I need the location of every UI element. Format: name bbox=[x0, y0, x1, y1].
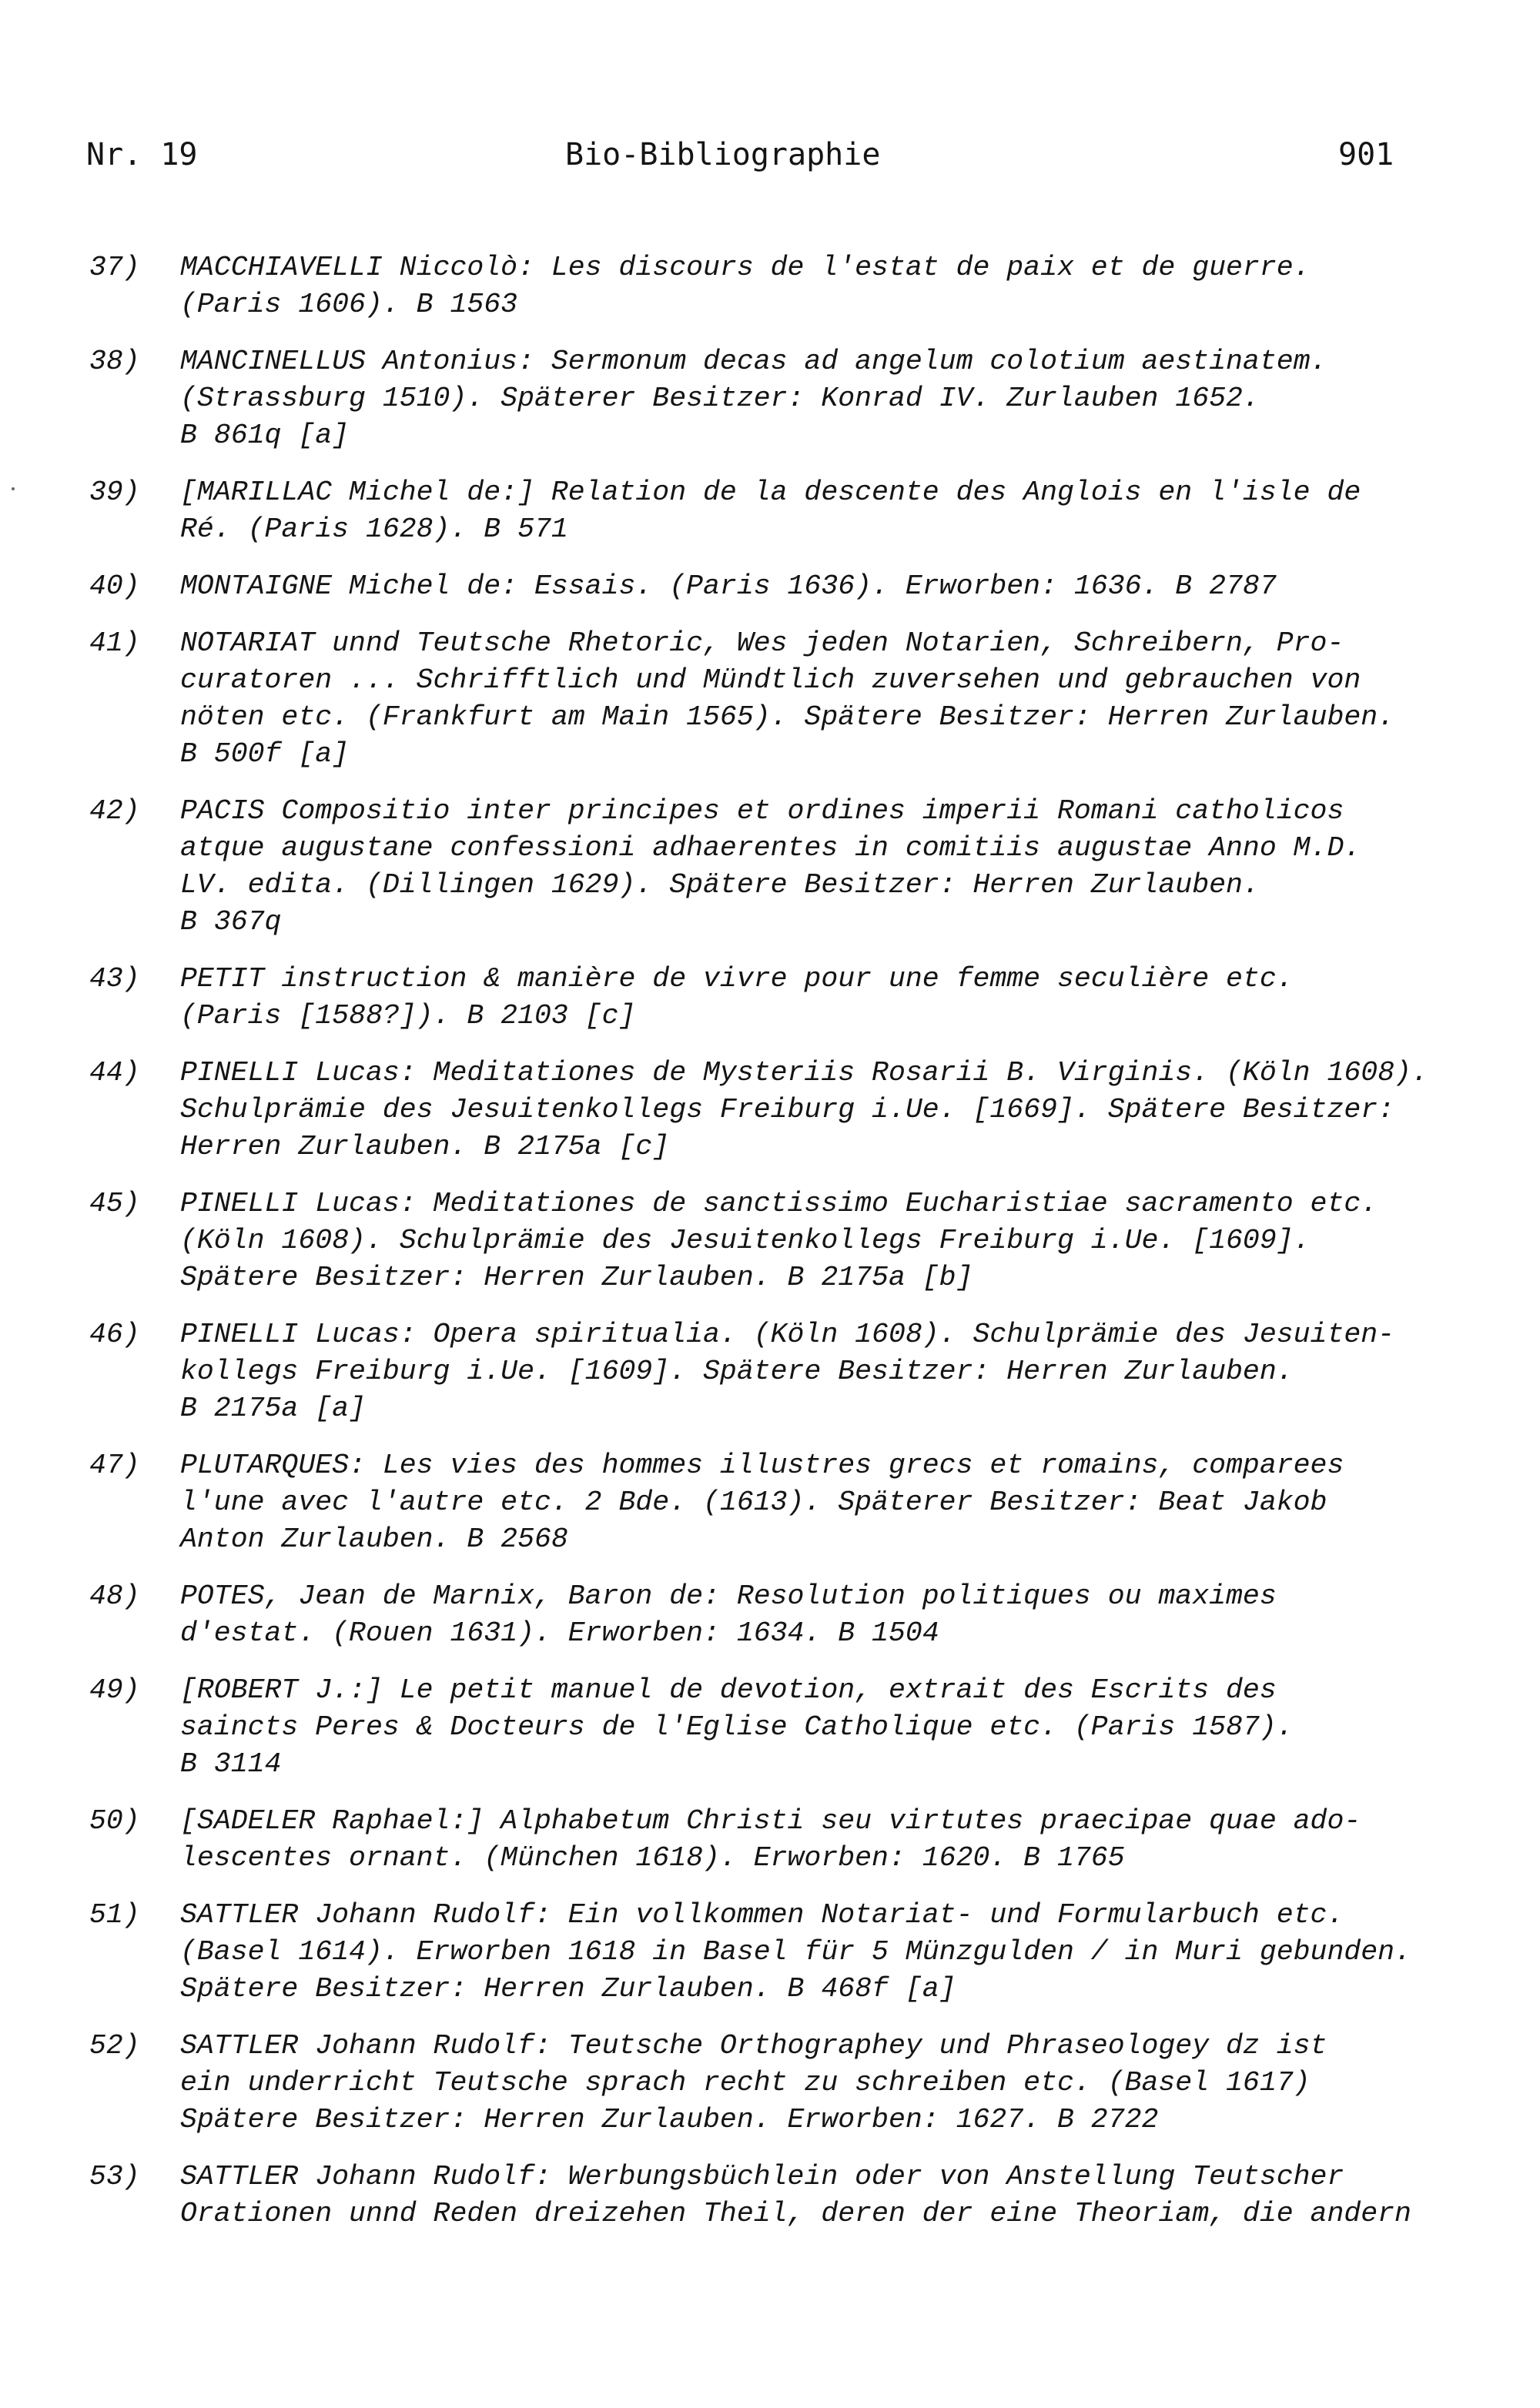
entry-text bbox=[180, 568, 1463, 605]
entry-line: l'une avec l'autre etc. 2 Bde. (1613). Späterer Besitzer: Beat Jakob bbox=[180, 1487, 1327, 1518]
entry-text bbox=[180, 625, 1463, 773]
page-header bbox=[0, 135, 1540, 174]
entry-line: (Basel 1614). Erworben 1618 in Basel für 5 Münzgulden / in Muri gebunden. bbox=[180, 1936, 1411, 1968]
entry-text bbox=[180, 249, 1463, 323]
bibliography-entry bbox=[0, 1447, 1540, 1558]
entry-line: [SADELER Raphael:] Alphabetum Christi seu virtutes praecipae quae ado- bbox=[180, 1805, 1361, 1837]
entry-line: lescentes ornant. (München 1618). Erworben: 1620. B 1765 bbox=[180, 1842, 1125, 1874]
entry-number: 52) bbox=[89, 2030, 140, 2062]
entry-line: Orationen unnd Reden dreizehen Theil, deren der eine Theoriam, die andern bbox=[180, 2198, 1411, 2229]
entry-number: 39) bbox=[89, 477, 140, 508]
entry-line: Spätere Besitzer: Herren Zurlauben. Erworben: 1627. B 2722 bbox=[180, 2104, 1159, 2135]
entry-number: 45) bbox=[89, 1188, 140, 1219]
bibliography-entry bbox=[0, 793, 1540, 941]
entry-text bbox=[180, 343, 1463, 454]
entry-line: NOTARIAT unnd Teutsche Rhetoric, Wes jeden Notarien, Schreibern, Pro- bbox=[180, 627, 1344, 659]
entry-line: PINELLI Lucas: Meditationes de sanctissimo Eucharistiae sacramento etc. bbox=[180, 1188, 1378, 1219]
entry-line: MANCINELLUS Antonius: Sermonum decas ad angelum colotium aestinatem. bbox=[180, 346, 1327, 377]
entry-text bbox=[180, 1897, 1463, 2008]
entry-text bbox=[180, 474, 1463, 548]
header-page-number: 901 bbox=[1338, 137, 1394, 172]
entry-line: B 2175a [a] bbox=[180, 1393, 366, 1424]
bibliography-entry bbox=[0, 1316, 1540, 1427]
bibliography-list bbox=[0, 249, 1540, 2252]
entry-number: 46) bbox=[89, 1319, 140, 1350]
entry-line: PETIT instruction & manière de vivre pour une femme seculière etc. bbox=[180, 963, 1294, 995]
entry-number: 47) bbox=[89, 1450, 140, 1481]
entry-text bbox=[180, 1055, 1463, 1166]
entry-text bbox=[180, 1803, 1463, 1877]
entry-number: 50) bbox=[89, 1805, 140, 1837]
entry-line: Spätere Besitzer: Herren Zurlauben. B 468f [a] bbox=[180, 1973, 956, 2005]
entry-number: 51) bbox=[89, 1899, 140, 1931]
bibliography-entry bbox=[0, 625, 1540, 773]
entry-line: MACCHIAVELLI Niccolò: Les discours de l'estat de paix et de guerre. bbox=[180, 252, 1311, 283]
bibliography-entry bbox=[0, 568, 1540, 605]
entry-text bbox=[180, 1447, 1463, 1558]
bibliography-entry bbox=[0, 1803, 1540, 1877]
entry-line: B 861q [a] bbox=[180, 420, 350, 451]
bibliography-entry bbox=[0, 474, 1540, 548]
entry-line: PACIS Compositio inter principes et ordines imperii Romani catholicos bbox=[180, 795, 1344, 827]
entry-line: atque augustane confessioni adhaerentes in comitiis augustae Anno M.D. bbox=[180, 832, 1361, 864]
bibliography-entry bbox=[0, 1186, 1540, 1296]
bibliography-entry bbox=[0, 249, 1540, 323]
entry-line: nöten etc. (Frankfurt am Main 1565). Spätere Besitzer: Herren Zurlauben. bbox=[180, 701, 1395, 733]
entry-line: d'estat. (Rouen 1631). Erworben: 1634. B 1504 bbox=[180, 1617, 939, 1649]
entry-text bbox=[180, 1186, 1463, 1296]
entry-number: 40) bbox=[89, 570, 140, 602]
entry-text bbox=[180, 1672, 1463, 1783]
entry-line: POTES, Jean de Marnix, Baron de: Resolution politiques ou maximes bbox=[180, 1580, 1277, 1612]
bibliography-entry bbox=[0, 343, 1540, 454]
entry-text bbox=[180, 961, 1463, 1035]
entry-number: 41) bbox=[89, 627, 140, 659]
entry-text bbox=[180, 2159, 1463, 2232]
entry-line: (Strassburg 1510). Späterer Besitzer: Konrad IV. Zurlauben 1652. bbox=[180, 383, 1260, 414]
bibliography-entry bbox=[0, 1897, 1540, 2008]
entry-line: SATTLER Johann Rudolf: Werbungsbüchlein oder von Anstellung Teutscher bbox=[180, 2161, 1344, 2192]
entry-line: Schulprämie des Jesuitenkollegs Freiburg i.Ue. [1669]. Spätere Besitzer: bbox=[180, 1094, 1395, 1125]
entry-line: curatoren ... Schrifftlich und Mündtlich zuversehen und gebrauchen von bbox=[180, 664, 1361, 696]
entry-line: [MARILLAC Michel de:] Relation de la descente des Anglois en l'isle de bbox=[180, 477, 1361, 508]
entry-line: PLUTARQUES: Les vies des hommes illustres grecs et romains, comparees bbox=[180, 1450, 1344, 1481]
entry-line: PINELLI Lucas: Meditationes de Mysteriis Rosarii B. Virginis. (Köln 1608). bbox=[180, 1057, 1428, 1089]
header-issue-number: Nr. 19 bbox=[86, 137, 198, 172]
entry-line: Anton Zurlauben. B 2568 bbox=[180, 1523, 568, 1555]
entry-text bbox=[180, 1578, 1463, 1652]
entry-line: saincts Peres & Docteurs de l'Eglise Catholique etc. (Paris 1587). bbox=[180, 1711, 1294, 1743]
entry-line: kollegs Freiburg i.Ue. [1609]. Spätere Besitzer: Herren Zurlauben. bbox=[180, 1356, 1294, 1387]
entry-number: 43) bbox=[89, 963, 140, 995]
entry-line: Herren Zurlauben. B 2175a [c] bbox=[180, 1131, 670, 1162]
bibliography-entry bbox=[0, 2159, 1540, 2232]
entry-line: [ROBERT J.:] Le petit manuel de devotion, extrait des Escrits des bbox=[180, 1674, 1277, 1706]
entry-text bbox=[180, 793, 1463, 941]
entry-text bbox=[180, 1316, 1463, 1427]
bibliography-entry bbox=[0, 2028, 1540, 2139]
entry-line: (Paris [1588?]). B 2103 [c] bbox=[180, 1000, 636, 1032]
entry-line: SATTLER Johann Rudolf: Ein vollkommen Notariat- und Formularbuch etc. bbox=[180, 1899, 1344, 1931]
entry-line: Spätere Besitzer: Herren Zurlauben. B 2175a [b] bbox=[180, 1262, 973, 1293]
entry-text bbox=[180, 2028, 1463, 2139]
entry-line: ein underricht Teutsche sprach recht zu schreiben etc. (Basel 1617) bbox=[180, 2067, 1311, 2099]
bibliography-entry bbox=[0, 961, 1540, 1035]
entry-line: B 500f [a] bbox=[180, 738, 350, 770]
entry-number: 37) bbox=[89, 252, 140, 283]
entry-number: 42) bbox=[89, 795, 140, 827]
header-section-title: Bio-Bibliographie bbox=[565, 137, 881, 172]
bibliography-entry bbox=[0, 1055, 1540, 1166]
entry-number: 53) bbox=[89, 2161, 140, 2192]
entry-number: 48) bbox=[89, 1580, 140, 1612]
entry-number: 44) bbox=[89, 1057, 140, 1089]
bibliography-entry bbox=[0, 1578, 1540, 1652]
entry-line: B 3114 bbox=[180, 1748, 282, 1780]
entry-number: 38) bbox=[89, 346, 140, 377]
entry-line: (Köln 1608). Schulprämie des Jesuitenkollegs Freiburg i.Ue. [1609]. bbox=[180, 1225, 1311, 1256]
entry-line: SATTLER Johann Rudolf: Teutsche Orthographey und Phraseologey dz ist bbox=[180, 2030, 1327, 2062]
entry-line: LV. edita. (Dillingen 1629). Spätere Besitzer: Herren Zurlauben. bbox=[180, 869, 1260, 901]
entry-number: 49) bbox=[89, 1674, 140, 1706]
entry-line: Ré. (Paris 1628). B 571 bbox=[180, 513, 568, 545]
entry-line: MONTAIGNE Michel de: Essais. (Paris 1636). Erworben: 1636. B 2787 bbox=[180, 570, 1277, 602]
entry-line: B 367q bbox=[180, 906, 282, 938]
entry-line: (Paris 1606). B 1563 bbox=[180, 289, 518, 320]
bibliography-entry bbox=[0, 1672, 1540, 1783]
entry-line: PINELLI Lucas: Opera spiritualia. (Köln 1608). Schulprämie des Jesuiten- bbox=[180, 1319, 1395, 1350]
